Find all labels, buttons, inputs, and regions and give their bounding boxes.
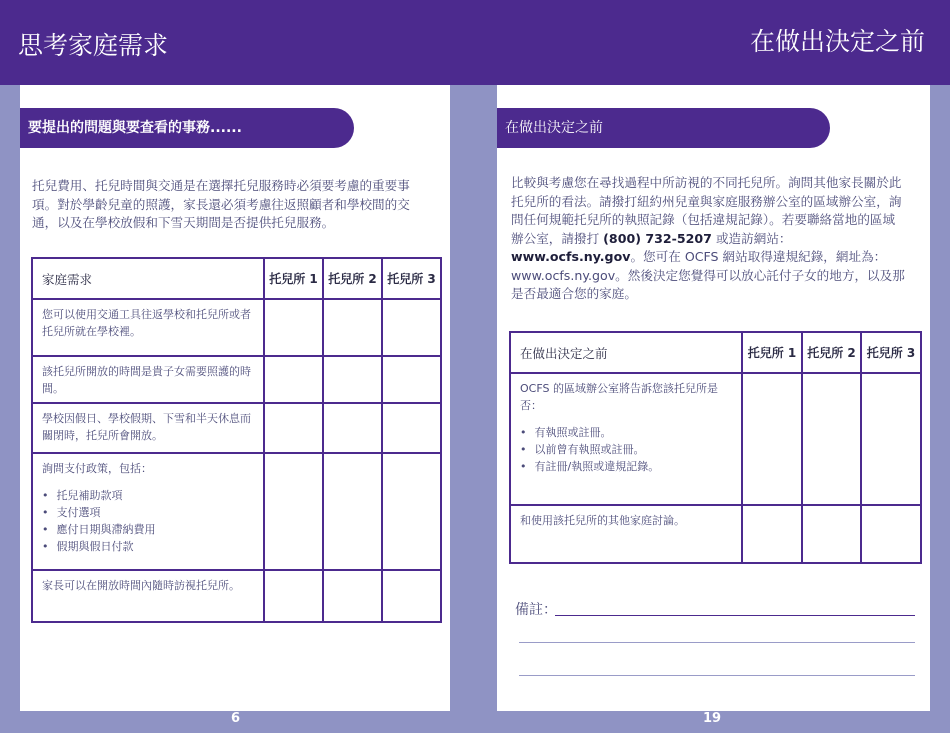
- intro-text: 比較與考慮您在尋找過程中所訪視的不同托兒所。詢問其他家長關於此托兒所的看法。請撥打紐約州兒童與家庭服務辦公室的區域辦公室，詢問任何規範托兒所的執照記錄（包括違規記錄）。若要聯絡當地的區域辦公室，請撥打: [511, 175, 902, 246]
- checklist-cell[interactable]: [742, 505, 802, 563]
- checklist-cell[interactable]: [323, 356, 382, 403]
- table-row: [32, 453, 441, 570]
- checklist-cell[interactable]: [264, 453, 323, 570]
- checklist-cell[interactable]: [323, 453, 382, 570]
- list-item: • 支付選項: [42, 504, 255, 521]
- checklist-cell[interactable]: [323, 570, 382, 622]
- checklist-cell[interactable]: [264, 299, 323, 356]
- notes-line[interactable]: [555, 615, 915, 616]
- question-cell: 和使用該托兒所的其他家庭討論。: [510, 505, 742, 563]
- checklist-cell[interactable]: [382, 299, 441, 356]
- checklist-cell[interactable]: [323, 403, 382, 453]
- checklist-cell[interactable]: [323, 299, 382, 356]
- checklist-cell[interactable]: [382, 453, 441, 570]
- list-item: • 有註冊/執照或違規記錄。: [520, 458, 733, 475]
- bullet-list: [42, 487, 255, 555]
- question-cell: 家長可以在開放時間內隨時訪視托兒所。: [32, 570, 264, 622]
- checklist-cell[interactable]: [382, 403, 441, 453]
- checklist-cell[interactable]: [382, 356, 441, 403]
- table-header: 托兒所 1: [742, 332, 802, 373]
- table-header: 在做出決定之前: [510, 332, 742, 373]
- right-section-title: 在做出決定之前: [497, 108, 830, 148]
- checklist-cell[interactable]: [264, 356, 323, 403]
- checklist-cell[interactable]: [264, 570, 323, 622]
- table-header: 托兒所 3: [382, 258, 441, 299]
- question-text: OCFS 的區域辦公室將告訴您該托兒所是否：: [520, 382, 718, 412]
- left-intro-paragraph: 托兒費用、托兒時間與交通是在選擇托兒服務時必須要考慮的重要事項。對於學齡兒童的照護，家長還必須考慮往返照顧者和學校間的交通，以及在學校放假和下雪天期間是否提供托兒服務。: [32, 178, 410, 230]
- intro-text: 。您可在 OCFS 網站取得違規紀錄，網址為：www.ocfs.ny.gov。然後決定您覺得可以放心託付子女的地方，以及那是否最適合您的家庭。: [511, 249, 905, 301]
- table-row: [32, 570, 441, 622]
- left-page-number: 6: [231, 711, 241, 726]
- question-cell: 學校因假日、學校假期、下雪和半天休息而關閉時，托兒所會開放。: [32, 403, 264, 453]
- list-item: • 托兒補助款項: [42, 487, 255, 504]
- right-page: [497, 85, 930, 711]
- intro-text: 或造訪網站：: [715, 230, 792, 246]
- question-cell: [510, 373, 742, 505]
- checklist-cell[interactable]: [861, 505, 921, 563]
- question-text: 詢問支付政策，包括：: [42, 462, 152, 475]
- checklist-cell[interactable]: [742, 373, 802, 505]
- checklist-cell[interactable]: [382, 570, 441, 622]
- left-page: [20, 85, 450, 711]
- phone-number: (800) 732-5207: [603, 230, 712, 246]
- website-link[interactable]: www.ocfs.ny.gov: [511, 249, 631, 264]
- table-header: 托兒所 2: [802, 332, 861, 373]
- decision-table: [509, 331, 922, 564]
- right-page-number: 19: [703, 711, 722, 726]
- checklist-cell[interactable]: [861, 373, 921, 505]
- left-section-title: 要提出的問題與要查看的事務......: [20, 108, 354, 148]
- left-page-title: 思考家庭需求: [18, 31, 169, 60]
- table-row: [32, 356, 441, 403]
- table-row: [32, 403, 441, 453]
- family-needs-table: [31, 257, 442, 623]
- table-header: 托兒所 2: [323, 258, 382, 299]
- table-row: [32, 299, 441, 356]
- table-row: [510, 505, 921, 563]
- header-bar: [0, 0, 950, 85]
- notes-line[interactable]: [519, 642, 915, 643]
- question-cell: [32, 453, 264, 570]
- list-item: • 以前曾有執照或註冊。: [520, 441, 733, 458]
- table-header: 托兒所 1: [264, 258, 323, 299]
- table-header: 家庭需求: [32, 258, 264, 299]
- list-item: • 應付日期與滯納費用: [42, 521, 255, 538]
- notes-label: 備註：: [515, 602, 557, 618]
- right-page-title: 在做出決定之前: [749, 27, 925, 56]
- checklist-cell[interactable]: [264, 403, 323, 453]
- question-cell: 您可以使用交通工具往返學校和托兒所或者托兒所就在學校裡。: [32, 299, 264, 356]
- notes-line[interactable]: [519, 675, 915, 676]
- bullet-list: [520, 424, 733, 475]
- table-row: [510, 373, 921, 505]
- question-cell: 該托兒所開放的時間是貴子女需要照護的時間。: [32, 356, 264, 403]
- checklist-cell[interactable]: [802, 373, 861, 505]
- list-item: • 假期與假日付款: [42, 538, 255, 555]
- checklist-cell[interactable]: [802, 505, 861, 563]
- table-header: 托兒所 3: [861, 332, 921, 373]
- right-intro-paragraph: [511, 174, 905, 304]
- list-item: • 有執照或註冊。: [520, 424, 733, 441]
